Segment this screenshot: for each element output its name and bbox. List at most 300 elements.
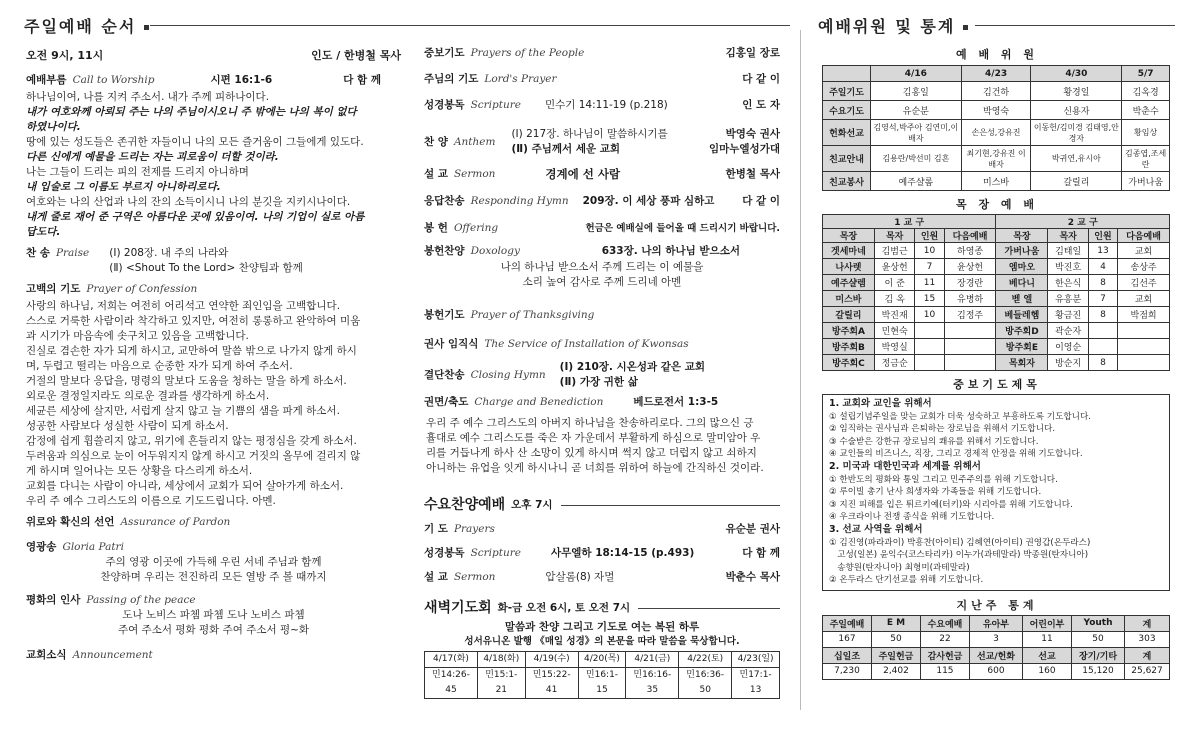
doxology-title: 633장. 나의 하나님 받으소서 — [601, 244, 740, 257]
zone-cell: 김정주 — [944, 307, 996, 323]
order-item — [424, 46, 780, 72]
order-item — [424, 72, 780, 98]
stats-cell: 7,230 — [823, 663, 872, 679]
prayer-group-head: 2. 미국과 대한민국과 세계를 위해서 — [829, 460, 981, 472]
zone-header-cell: 인원 — [1088, 229, 1117, 243]
closing-hymn — [424, 358, 780, 392]
dawn-table — [424, 651, 780, 699]
header-rule — [150, 25, 790, 26]
zone-cell: 방주회E — [996, 339, 1048, 355]
zone-cell: 김 옥 — [874, 291, 915, 307]
zone-header-cell: 다음예배 — [944, 229, 996, 243]
item-by: 인 도 자 — [742, 99, 780, 111]
stats-cell: 160 — [1023, 663, 1072, 679]
stats-cell: 167 — [823, 631, 872, 647]
wednesday-service — [424, 498, 780, 513]
item-label: 봉헌찬양 — [424, 244, 465, 257]
item-label: 평화의 인사 — [26, 594, 81, 606]
wed-time: 오후 7시 — [511, 499, 553, 511]
zone-header-cell: 인원 — [915, 229, 944, 243]
pardon — [26, 515, 401, 530]
zone-cell: 8 — [1088, 307, 1117, 323]
duty-cell: 최기현,강유진 이배자 — [961, 146, 1031, 172]
stats-row — [823, 663, 1170, 679]
zone-cell: 김범근 — [874, 243, 915, 259]
zone-cell: 송상주 — [1118, 259, 1170, 275]
dawn-day: 4/18(화) — [477, 652, 525, 668]
item-label-en: Responding Hymn — [470, 194, 569, 207]
item-label: 봉헌기도 — [424, 308, 465, 321]
dawn-ref: 민17:1-13 — [732, 668, 780, 699]
stats-header-cell: 계 — [1125, 647, 1170, 663]
zone-cell: 유흥분 — [1048, 291, 1089, 307]
offering — [424, 214, 780, 242]
confession — [26, 282, 401, 297]
zone-cell: 교회 — [1118, 291, 1170, 307]
item-label: 권사 임직식 — [424, 337, 479, 350]
dawn-day: 4/22(토) — [679, 652, 732, 668]
wed-title: 수요찬양예배 — [424, 497, 506, 513]
stats-header-cell: Youth — [1071, 615, 1124, 631]
prayer-line: 송향원(탄자니아) 최형미(과테말라) — [829, 562, 970, 573]
zone-cell — [1118, 339, 1170, 355]
stats-cell: 600 — [969, 663, 1022, 679]
zone-cell — [944, 339, 996, 355]
left-column — [26, 48, 401, 663]
bene-line: 아니하는 유업을 잇게 하시나니 곧 너희를 위하여 하늘에 간직하신 것이라. — [426, 462, 764, 474]
duty-cell: 황경일 — [1031, 82, 1122, 101]
zone-title: 목 장 예 배 — [956, 198, 1038, 211]
item-label-en: Lord's Prayer — [484, 73, 557, 85]
bullet-icon — [963, 25, 968, 30]
item-label-en: Assurance of Pardon — [120, 516, 231, 528]
item-label: 영광송 — [26, 541, 57, 553]
confession-line: 교회를 다니는 사람이 아니라, 세상에서 교회가 되어 살아가게 하소서. — [26, 480, 344, 492]
zone-cell — [915, 355, 944, 371]
dawn-service — [424, 601, 780, 616]
dawn-title: 새벽기도회 — [424, 600, 492, 616]
duty-row — [823, 146, 1170, 172]
duty-row — [823, 82, 1170, 101]
confession-line: 스스로 거룩한 사람이라 착각하고 있지만, 여전히 롱롱하고 완악하여 미움 — [26, 315, 361, 327]
item-label-en: Anthem — [453, 135, 496, 148]
duty-label: 수요기도 — [823, 101, 871, 120]
stats-header-cell: 주일예배 — [823, 615, 872, 631]
dawn-ref: 민14:26-45 — [425, 668, 478, 699]
item-label-en: Passing of the peace — [86, 594, 196, 606]
dawn-ref: 민16:36-50 — [679, 668, 732, 699]
zone-cell: 유병하 — [944, 291, 996, 307]
sermon — [424, 160, 780, 188]
zone-row — [823, 339, 1170, 355]
column-divider — [800, 30, 801, 710]
zone-cell: 방주회D — [996, 323, 1048, 339]
zone-header-cell: 목장 — [996, 229, 1048, 243]
item-label: 예배부름 — [26, 74, 67, 86]
zone-cell: 엠마오 — [996, 259, 1048, 275]
dawn-day: 4/17(화) — [425, 652, 478, 668]
item-by: 다 같 이 — [742, 73, 780, 85]
benediction — [424, 392, 780, 412]
zone-cell: 겟세마네 — [823, 243, 875, 259]
call-line: 나는 그들이 드리는 피의 전제를 드리지 아니하며 — [26, 166, 249, 178]
stats-head-row — [823, 615, 1170, 631]
duty-cell: 김영석,박주아 김연미,이배자 — [871, 120, 962, 146]
zone-cell: 민현숙 — [874, 323, 915, 339]
bene-line: 휼대로 예수 그리스도를 죽은 자 가운데서 부활하게 하심으로 말미암아 우 — [426, 432, 761, 444]
item-label-en: Doxology — [470, 244, 520, 257]
duty-row — [823, 120, 1170, 146]
item-label-en: The Service of Installation of Kwonsas — [484, 337, 689, 350]
zone-header-cell: 다음예배 — [1118, 229, 1170, 243]
duty-label: 친교안내 — [823, 146, 871, 172]
stats-header-cell: E M — [871, 615, 920, 631]
prayer-group-head: 3. 선교 사역을 위해서 — [829, 523, 923, 535]
zone-cell: 7 — [915, 259, 944, 275]
prayer-box — [822, 394, 1170, 591]
bene-line: 리를 거듭나게 하사 산 소망이 있게 하시며 썩지 않고 더럽지 않고 쇠하지 — [426, 447, 757, 459]
zone-row — [823, 259, 1170, 275]
thanksgiving — [424, 300, 780, 330]
item-label-en: Sermon — [453, 167, 496, 180]
stats-header-cell: 선교/헌화 — [969, 647, 1022, 663]
zone-cell: 김태일 — [1048, 243, 1089, 259]
duty-cell: 황임상 — [1122, 120, 1170, 146]
item-label: 권면/축도 — [424, 395, 469, 408]
duty-table — [822, 65, 1170, 191]
item-by: 다 함 께 — [343, 74, 381, 86]
doxology-line: 나의 하나님 받으소서 주께 드리는 이 예물을 — [500, 261, 704, 273]
zone-header-cell: 목장 — [823, 229, 875, 243]
item-label: 교회소식 — [26, 649, 67, 661]
duty-cell: 갈릴리 — [1031, 172, 1122, 191]
prayer-line: ① 한반도의 평화와 통일 그리고 민주주의를 위해 기도합니다. — [829, 474, 1058, 485]
bene-line: 우리 주 예수 그리스도의 아버지 하나님을 찬송하리로다. 그의 많으신 긍 — [426, 417, 754, 429]
item-label-en: Announcement — [72, 649, 153, 661]
item-by: 박영숙 권사 — [725, 128, 780, 140]
closing-line: (Ⅱ) 가장 귀한 삶 — [559, 376, 638, 388]
prayer-line: ① 김진영(파라과이) 박흥찬(아이티) 김혜연(아이티) 권영갑(온두라스) — [829, 537, 1091, 548]
prayer-line: ② 루이빌 총기 난사 희생자와 가족들을 위해 기도합니다. — [829, 487, 1042, 498]
item-by: 임마누엘성가대 — [708, 143, 780, 155]
confession-line: 과 시기가 마음속에 솟구치고 있음을 고백합니다. — [26, 330, 249, 342]
item-by: 다 함 께 — [742, 546, 780, 559]
item-label-en: Prayers — [453, 522, 495, 535]
zone-cell: 하영종 — [944, 243, 996, 259]
zone-header-cell: 목자 — [1048, 229, 1089, 243]
prayer-title: 중보기도제목 — [953, 378, 1041, 391]
zone-group: 2 교 구 — [996, 215, 1170, 229]
zone-cell: 박진호 — [1048, 259, 1089, 275]
item-ref: 베드로전서 1:3-5 — [633, 395, 719, 408]
zone-cell — [1118, 355, 1170, 371]
zone-cell — [915, 323, 944, 339]
item-label: 위로와 확신의 선언 — [26, 516, 115, 528]
zone-cell: 곽순자 — [1048, 323, 1089, 339]
stats-table — [822, 615, 1170, 680]
confession-line: 며, 두렵고 떨리는 마음으로 순종한 자가 되게 하여 주소서. — [26, 360, 293, 372]
stats-cell: 115 — [920, 663, 969, 679]
stats-cell: 22 — [920, 631, 969, 647]
item-label-en: Scripture — [470, 546, 521, 559]
item-label-en: Charge and Benediction — [474, 395, 604, 408]
item-ref: 시편 16:1-6 — [210, 74, 273, 86]
confession-line: 우리 주 예수 그리스도의 이름으로 기도드립니다. 아멘. — [26, 495, 276, 507]
stats-header-cell: 주일헌금 — [871, 647, 920, 663]
zone-row — [823, 323, 1170, 339]
zone-cell — [1118, 323, 1170, 339]
zone-cell: 박진재 — [874, 307, 915, 323]
zone-cell: 가버나움 — [996, 243, 1048, 259]
zone-cell: 김선주 — [1118, 275, 1170, 291]
dawn-day: 4/21(금) — [626, 652, 679, 668]
anthem-line: (Ⅰ) 217장. 하나님이 말씀하시기를 — [511, 128, 668, 140]
responding-hymn — [424, 188, 780, 214]
corner-cell — [823, 66, 871, 82]
item-by: 김홍일 장로 — [725, 47, 780, 59]
call-line: 하였나이다. — [26, 121, 81, 133]
duty-cell: 미스바 — [961, 172, 1031, 191]
dawn-ref: 민16:16-35 — [626, 668, 679, 699]
confession-line: 두려움과 의심으로 눈이 어두워지지 않게 하시고 거짓의 올무에 걸리지 않 — [26, 450, 361, 462]
zone-cell: 박영실 — [874, 339, 915, 355]
zone-cell: 목회자 — [996, 355, 1048, 371]
confession-line: 사랑의 하나님, 저희는 여전히 어리석고 연약한 죄인임을 고백합니다. — [26, 300, 341, 312]
closing-line: (Ⅰ) 210장. 시온성과 같은 교회 — [559, 361, 705, 373]
order-item — [424, 541, 780, 565]
duty-cell: 김건하 — [961, 82, 1031, 101]
zone-group: 1 교 구 — [823, 215, 996, 229]
stats-header-cell: 선교 — [1023, 647, 1072, 663]
stats-row — [823, 631, 1170, 647]
item-label: 결단찬송 — [424, 368, 465, 381]
zone-cell: 8 — [1088, 355, 1117, 371]
call-text — [26, 90, 401, 240]
confession-line: 성공한 사람보다 성실한 사람이 되게 하소서. — [26, 420, 229, 432]
zone-row — [823, 307, 1170, 323]
gloria-line: 주의 영광 이곳에 가득해 우린 서네 주님과 함께 — [105, 556, 322, 568]
stats-title: 지난주 통계 — [956, 598, 1038, 612]
offering-note: 헌금은 예배실에 들어올 때 드리시기 바랍니다. — [585, 222, 780, 234]
duty-date: 4/30 — [1031, 66, 1122, 82]
zone-cell: 8 — [1088, 275, 1117, 291]
duty-cell: 김용란/박선미 김흔 — [871, 146, 962, 172]
duty-cell: 박영숙 — [961, 101, 1031, 120]
section-rule — [638, 608, 780, 609]
zone-cell: 윤상헌 — [944, 259, 996, 275]
zone-cell: 윤상헌 — [874, 259, 915, 275]
prayer-line: ④ 교인들의 비즈니스, 직장, 그리고 경제적 안정을 위해 기도합니다. — [829, 449, 1083, 460]
stats-cell: 2,402 — [871, 663, 920, 679]
bullet-icon — [144, 25, 149, 30]
item-label: 봉 헌 — [424, 221, 448, 234]
zone-cell: 10 — [915, 243, 944, 259]
praise — [26, 246, 401, 276]
confession-line: 게 하시며 일어나는 모든 상황을 다스리게 하소서. — [26, 465, 253, 477]
call-to-worship — [26, 73, 401, 88]
stats-header-cell: 십일조 — [823, 647, 872, 663]
prayer-line: ③ 지진 피해를 입은 튀르키예(터키)와 시리아를 위해 기도합니다. — [829, 499, 1073, 510]
order-item — [424, 98, 780, 124]
order-item — [424, 565, 780, 589]
stats-cell: 303 — [1125, 631, 1170, 647]
service-time: 오전 9시, 11시 — [26, 49, 104, 62]
right-section-title: 예배위원 및 통계 — [818, 14, 968, 37]
dawn-day: 4/20(목) — [578, 652, 626, 668]
zone-cell: 15 — [915, 291, 944, 307]
zone-table — [822, 214, 1170, 371]
duty-label: 친교봉사 — [823, 172, 871, 191]
prayer-line: ④ 우크라이나 전쟁 종식을 위해 기도합니다. — [829, 512, 995, 523]
item-ref: 압살롬(8) 자멸 — [545, 570, 615, 583]
zone-cell — [1088, 339, 1117, 355]
confession-line: 거절의 말보다 응답을, 명령의 말보다 도움을 청하는 말을 하게 하소서. — [26, 375, 347, 387]
zone-cell: 예주샬렘 — [823, 275, 875, 291]
prayer-group-head: 1. 교회와 교인을 위해서 — [829, 398, 932, 409]
zone-cell — [1088, 323, 1117, 339]
zone-cell: 방주회B — [823, 339, 875, 355]
call-line: 답도다. — [26, 226, 61, 238]
duty-cell: 김종엽,조세란 — [1122, 146, 1170, 172]
zone-row — [823, 291, 1170, 307]
item-label: 설 교 — [424, 570, 448, 583]
item-label: 주님의 기도 — [424, 73, 479, 85]
confession-line: 감정에 쉽게 휩쓸리지 않고, 위기에 흔들리지 않는 평정심을 갖게 하소서. — [26, 435, 357, 447]
right-column — [822, 46, 1172, 680]
praise-line: (Ⅱ) <Shout To the Lord> 찬양팀과 함께 — [109, 262, 303, 274]
hymn-title: 209장. 이 세상 풍파 심하고 — [582, 194, 715, 207]
item-ref: 민수기 14:11-19 (p.218) — [544, 99, 668, 111]
call-line: 내 입술로 그 이름도 부르지 아니하리로다. — [26, 181, 221, 193]
zone-cell: 정금순 — [874, 355, 915, 371]
doxology-line: 소리 높여 감사로 주께 드리네 아멘 — [522, 276, 682, 288]
dawn-day: 4/23(일) — [732, 652, 780, 668]
zone-cell: 4 — [1088, 259, 1117, 275]
duty-label: 주일기도 — [823, 82, 871, 101]
duty-row — [823, 172, 1170, 191]
zone-cell: 11 — [915, 275, 944, 291]
item-label: 설 교 — [424, 167, 448, 180]
call-line: 여호와는 나의 산업과 나의 잔의 소득이시니 나의 분깃을 지키시나이다. — [26, 196, 351, 208]
gloria-line: 찬양하며 우리는 전진하리 모든 열방 주 볼 때까지 — [100, 571, 327, 583]
dawn-subtitle: 말씀과 찬양 그리고 기도로 여는 복된 하루 — [504, 621, 700, 633]
item-label-en: Prayer of Confession — [86, 283, 198, 295]
item-label-en: Offering — [453, 221, 499, 234]
call-line: 땅에 있는 성도들은 존귀한 자들이니 나의 모든 즐거움이 그들에게 있도다. — [26, 136, 364, 148]
stats-cell: 50 — [1071, 631, 1124, 647]
zone-row — [823, 355, 1170, 371]
duty-row — [823, 101, 1170, 120]
dawn-ref: 민15:22-41 — [525, 668, 578, 699]
zone-cell: 나사렛 — [823, 259, 875, 275]
confession-line: 세균른 세상에 살지만, 서럽게 살지 않고 늘 기쁨의 샘을 파게 하소서. — [26, 405, 340, 417]
dawn-subtitle2: 성서유니온 발행 《매일 성경》의 본문을 따라 말씀을 묵상합니다. — [464, 636, 740, 647]
duty-cell: 예주샬롬 — [871, 172, 962, 191]
duty-cell: 신용자 — [1031, 101, 1122, 120]
zone-cell: 황금진 — [1048, 307, 1089, 323]
duty-cell: 김옥경 — [1122, 82, 1170, 101]
peace-line: 도나 노비스 파쳄 파쳄 도나 노비스 파쳄 — [122, 609, 305, 621]
middle-column — [424, 46, 780, 699]
zone-cell: 벧 엘 — [996, 291, 1048, 307]
item-label-en: Call to Worship — [72, 74, 155, 86]
call-line: 다른 신에게 예물을 드리는 자는 괴로움이 더할 것이라. — [26, 151, 279, 163]
duty-cell: 손은성,강유진 — [961, 120, 1031, 146]
call-line: 내게 줄로 재어 준 구역은 아름다운 곳에 있음이여. 나의 기업이 실로 아름 — [26, 211, 365, 223]
prayer-line: ③ 수술받은 강한규 장로님의 쾌유를 위해서 기도합니다. — [829, 436, 1039, 447]
confession-text — [26, 299, 401, 509]
stats-header-cell: 유아부 — [969, 615, 1022, 631]
zone-cell: 미스바 — [823, 291, 875, 307]
item-label-en: Scripture — [470, 99, 521, 111]
item-by: 유순분 권사 — [725, 522, 780, 535]
service-leader: 인도 / 한병철 목사 — [311, 49, 401, 62]
zone-cell: 갈릴리 — [823, 307, 875, 323]
call-line: 하나님이여, 나를 지켜 주소서. 내가 주께 피하나이다. — [26, 91, 270, 103]
zone-cell: 방순지 — [1048, 355, 1089, 371]
stats-header-cell: 수요예배 — [920, 615, 969, 631]
stats-header-cell: 어린이부 — [1023, 615, 1072, 631]
dawn-day: 4/19(수) — [525, 652, 578, 668]
announcement — [26, 648, 401, 663]
benediction-text — [424, 416, 780, 476]
sermon-title: 경계에 선 사람 — [545, 166, 621, 181]
zone-cell: 한은식 — [1048, 275, 1089, 291]
item-ref: 사무엘하 18:14-15 (p.493) — [550, 546, 695, 559]
call-line: 내가 여호와께 아뢰되 주는 나의 주님이시오니 주 밖에는 나의 복이 없다 — [26, 106, 357, 118]
duty-cell: 김홍일 — [871, 82, 962, 101]
zone-row — [823, 275, 1170, 291]
prayer-line: ② 온두라스 단기선교를 위해 기도합니다. — [829, 575, 984, 586]
zone-row — [823, 243, 1170, 259]
peace — [26, 593, 401, 608]
duty-cell: 박귀연,유시아 — [1031, 146, 1122, 172]
item-label-en: Sermon — [453, 570, 496, 583]
zone-cell: 장경란 — [944, 275, 996, 291]
zone-header-cell: 목자 — [874, 229, 915, 243]
prayer-line: 고성(일본) 윤익수(코스타리카) 이누가(과테말라) 박종원(탄자니아) — [829, 550, 1089, 561]
duty-title: 예 배 위 원 — [956, 48, 1038, 61]
duty-label: 헌화선교 — [823, 120, 871, 146]
gloria-text — [26, 555, 401, 585]
item-label: 기 도 — [424, 522, 448, 535]
doxology — [424, 242, 780, 260]
kwonsa-installation — [424, 330, 780, 358]
duty-cell: 가버나움 — [1122, 172, 1170, 191]
dawn-ref: 민15:1-21 — [477, 668, 525, 699]
section-rule — [561, 505, 780, 506]
peace-line: 주여 주소서 평화 평화 주여 주소서 평~화 — [117, 624, 310, 636]
duty-date: 4/23 — [961, 66, 1031, 82]
duty-date: 5/7 — [1122, 66, 1170, 82]
peace-text — [26, 608, 401, 638]
stats-header-cell: 계 — [1125, 615, 1170, 631]
doxology-text — [424, 260, 780, 290]
header-rule — [975, 25, 1175, 26]
item-label-en: Gloria Patri — [62, 541, 124, 553]
stats-header-cell: 감사헌금 — [920, 647, 969, 663]
confession-line: 진실로 겸손한 자가 되게 하시고, 교만하여 말씀 밖으로 나가지 않게 하시 — [26, 345, 357, 357]
item-label: 찬 송 — [26, 247, 50, 259]
anthem-line: (Ⅱ) 주님께서 세운 교회 — [511, 143, 621, 155]
praise-line: (Ⅰ) 208장. 내 주의 나라와 — [109, 247, 229, 259]
zone-cell: 방주회A — [823, 323, 875, 339]
order-item — [424, 517, 780, 541]
stats-cell: 3 — [969, 631, 1022, 647]
zone-cell: 방주회C — [823, 355, 875, 371]
stats-header-cell: 장기/기타 — [1071, 647, 1124, 663]
item-by: 다 같 이 — [742, 194, 780, 207]
